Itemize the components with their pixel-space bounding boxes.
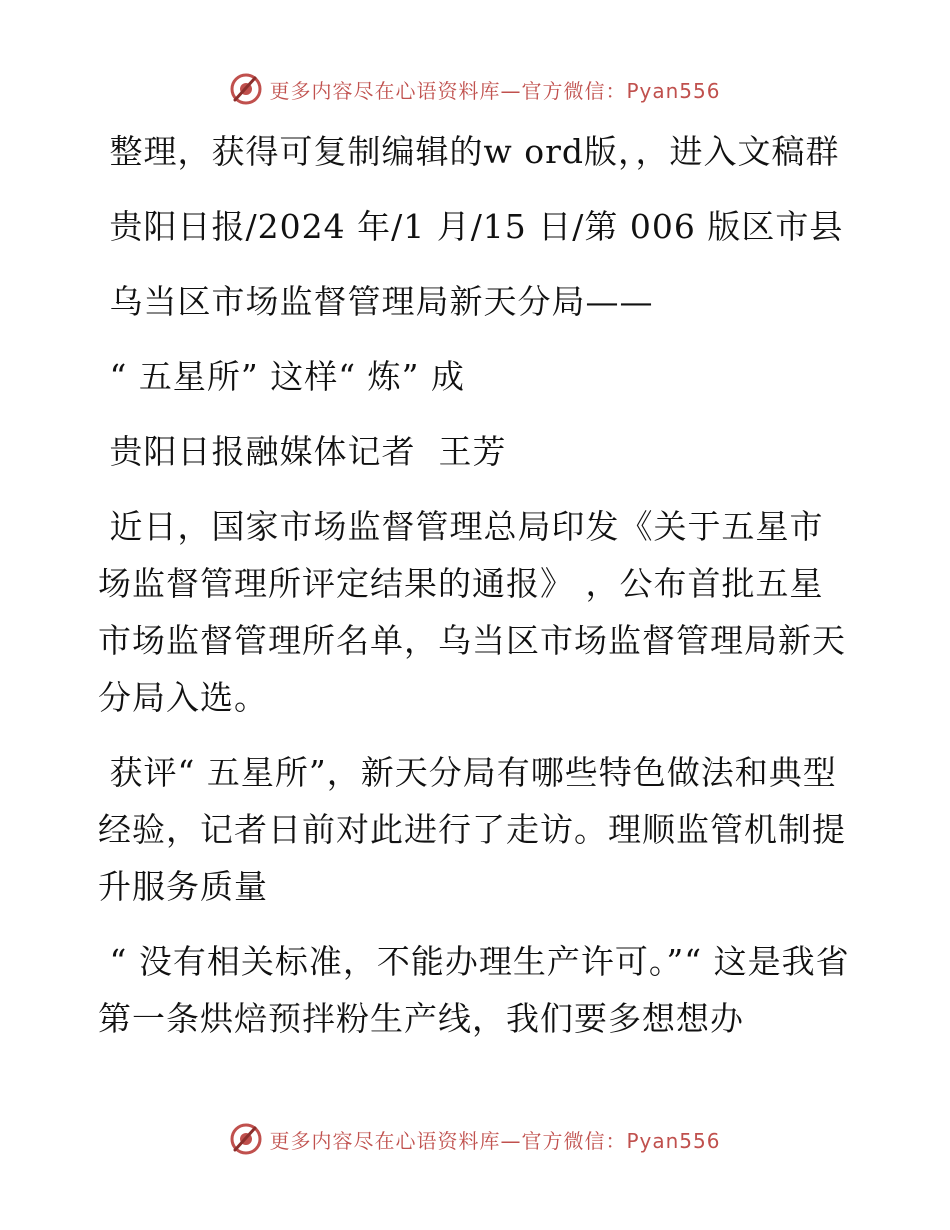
footer-watermark	[0, 1122, 950, 1156]
paragraph: 贵阳日报融媒体记者 王芳	[98, 432, 507, 471]
brand-logo-icon	[229, 72, 263, 106]
document-body	[98, 123, 850, 1065]
paragraph: 整理，获得可复制编辑的w ord版，，进入文稿群	[98, 132, 840, 171]
paragraph: “ 五星所” 这样“ 炼” 成	[98, 357, 465, 396]
paragraph: 贵阳日报/2024 年/1 月/15 日/第 006 版区市县	[98, 207, 844, 246]
paragraph: 近日，国家市场监督管理总局印发《关于五星市场监督管理所评定结果的通报》 ，公布首批五星市场监督管理所名单，乌当区市场监督管理局新天分局入选。	[98, 507, 846, 717]
watermark-text: 更多内容尽在心语资料库—官方微信：Pyan556	[269, 78, 721, 103]
paragraph: 乌当区市场监督管理局新天分局——	[98, 282, 654, 321]
brand-logo-icon	[229, 1122, 263, 1156]
header-watermark	[0, 72, 950, 106]
watermark-text: 更多内容尽在心语资料库—官方微信：Pyan556	[269, 1128, 721, 1153]
paragraph: “ 没有相关标准，不能办理生产许可。”“ 这是我省第一条烘焙预拌粉生产线，我们要多想想办	[98, 942, 850, 1038]
paragraph: 获评“ 五星所”，新天分局有哪些特色做法和典型经验，记者日前对此进行了走访。理顺监管机制提升服务质量	[98, 753, 846, 906]
